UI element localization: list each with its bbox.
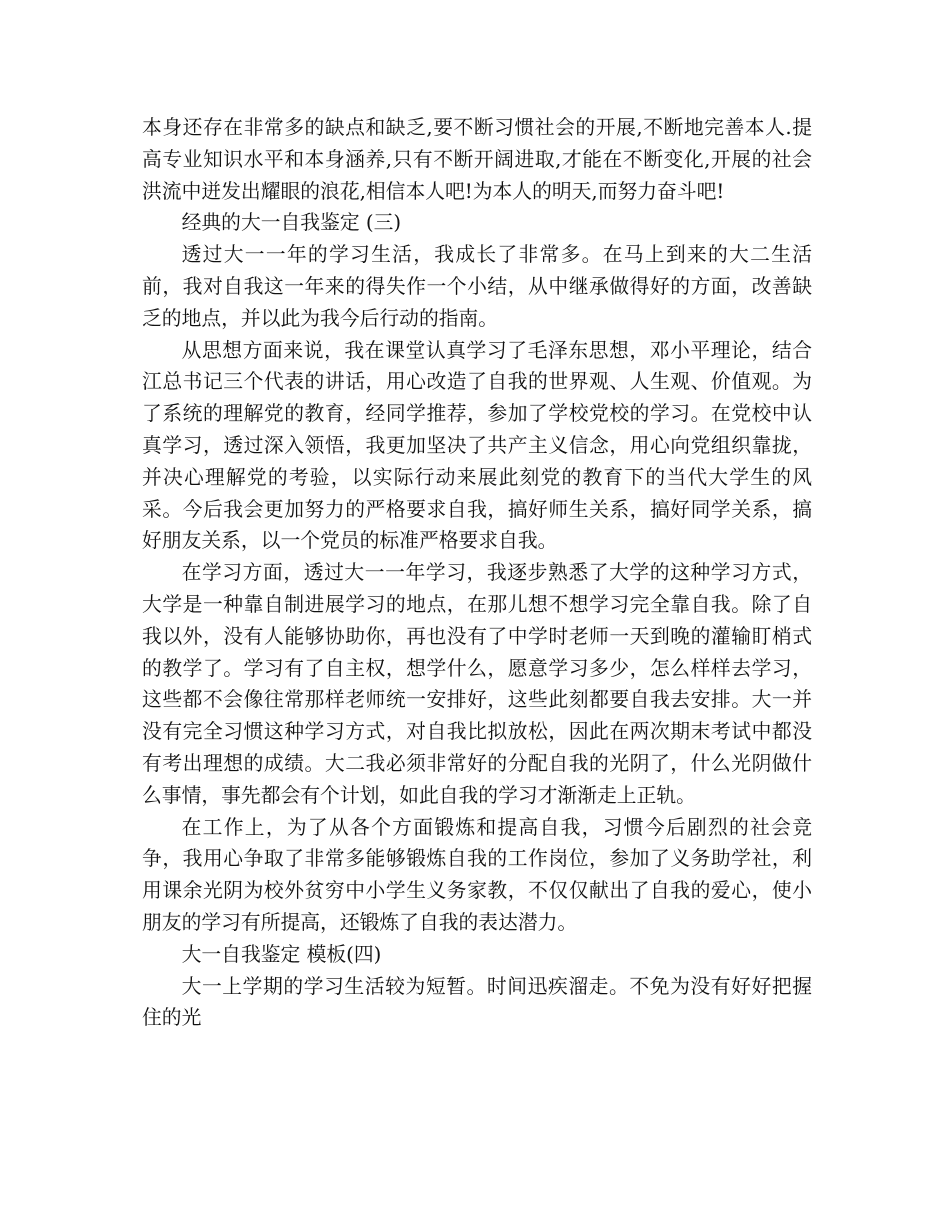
document-page <box>142 112 812 1034</box>
paragraph-work: 在工作上，为了从各个方面锻炼和提高自我，习惯今后剧烈的社会竞争，我用心争取了非常多能够锻炼自我的工作岗位，参加了义务助学社，利用课余光阴为校外贫穷中小学生义务家教，不仅仅献出了自我的爱心，使小朋友的学习有所提高，还锻炼了自我的表达潜力。 <box>142 815 812 934</box>
paragraph-semester: 大一上学期的学习生活较为短暂。时间迅疾溜走。不免为没有好好把握住的光 <box>142 974 812 1030</box>
paragraph-overview: 透过大一一年的学习生活，我成长了非常多。在马上到来的大二生活前，我对自我这一年来的得失作一个小结，从中继承做得好的方面，改善缺乏的地点，并以此为我今后行动的指南。 <box>142 243 812 330</box>
section-heading-three: 经典的大一自我鉴定 (三) <box>181 211 402 235</box>
paragraph-intro-continuation: 本身还存在非常多的缺点和缺乏,要不断习惯社会的开展,不断地完善本人.提高专业知识水平和本身涵养,只有不断开阔进取,才能在不断变化,开展的社会洪流中迸发出耀眼的浪花,相信本人吧!为本人的明天,而努力奋斗吧! <box>142 116 812 203</box>
paragraph-ideology: 从思想方面来说，我在课堂认真学习了毛泽东思想，邓小平理论，结合江总书记三个代表的讲话，用心改造了自我的世界观、人生观、价值观。为了系统的理解党的教育，经同学推荐，参加了学校党校的学习。在党校中认真学习，透过深入领悟，我更加坚决了共产主义信念，用心向党组织靠拢，并决心理解党的考验，以实际行动来展此刻党的教育下的当代大学生的风采。今后我会更加努力的严格要求自我，搞好师生关系，搞好同学关系，搞好朋友关系，以一个党员的标准严格要求自我。 <box>142 338 812 553</box>
section-heading-four: 大一自我鉴定 模板(四) <box>181 942 382 966</box>
paragraph-study: 在学习方面，透过大一一年学习，我逐步熟悉了大学的这种学习方式，大学是一种靠自制进展学习的地点，在那儿想不想学习完全靠自我。除了自我以外，没有人能够协助你，再也没有了中学时老师一天到晚的灌输盯梢式的教学了。学习有了自主权，想学什么，愿意学习多少，怎么样样去学习，这些都不会像往常那样老师统一安排好，这些此刻都要自我去安排。大一并没有完全习惯这种学习方式，对自我比拟放松，因此在两次期末考试中都没有考出理想的成绩。大二我必须非常好的分配自我的光阴了，什么光阴做什么事情，事先都会有个计划，如此自我的学习才渐渐走上正轨。 <box>142 561 812 807</box>
